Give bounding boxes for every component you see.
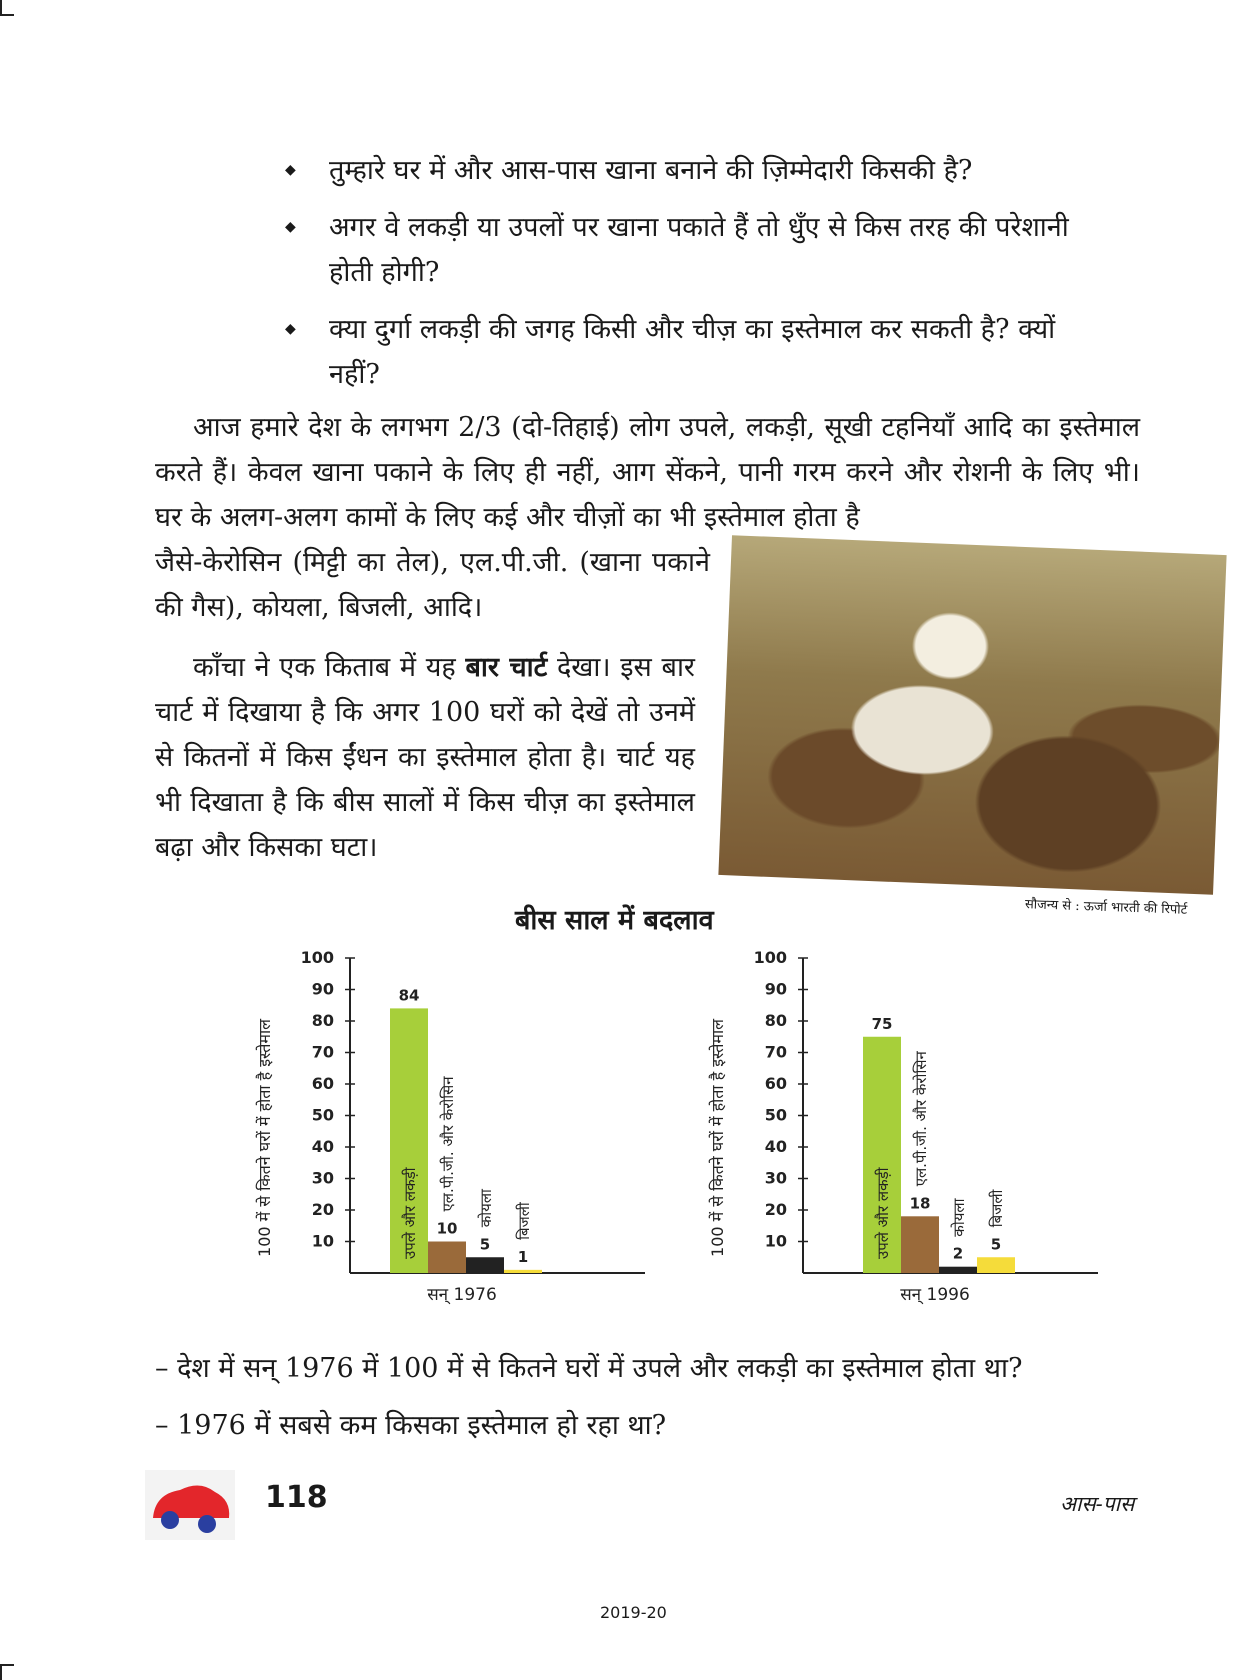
bar [977, 1257, 1015, 1273]
photo-credit: सौजन्य से : ऊर्जा भारती की रिपोर्ट [1024, 897, 1188, 918]
y-tick-label: 40 [764, 1137, 787, 1156]
y-tick-label: 40 [311, 1137, 334, 1156]
bar-category-label: उपले और लकड़ी [401, 1167, 419, 1259]
paragraph-intro-cont: जैसे-केरोसिन (मिट्टी का तेल), एल.पी.जी. (खाना पकाने की गैस), कोयला, बिजली, आदि। [155, 547, 710, 623]
bar-category-label: बिजली [515, 1202, 533, 1240]
crop-mark [0, 1664, 14, 1666]
y-tick-label: 20 [764, 1200, 787, 1219]
bar [466, 1257, 504, 1273]
bar-category-label: बिजली [988, 1189, 1006, 1228]
bullet-item: ◆ तुम्हारे घर में और आस-पास खाना बनाने की ज़िम्मेदारी किसकी है? [285, 148, 1145, 193]
photo-woman-dung-cakes [718, 535, 1226, 895]
crop-mark [0, 14, 14, 16]
bar-value-label: 75 [871, 1014, 893, 1033]
para2-start: काँचा ने एक किताब में यह [193, 652, 456, 683]
bar-value-label: 2 [952, 1244, 964, 1263]
y-tick-label: 70 [764, 1042, 787, 1062]
y-tick-label: 70 [311, 1042, 334, 1062]
book-title: आस-पास [1060, 1492, 1135, 1516]
bullet-item: ◆ क्या दुर्गा लकड़ी की जगह किसी और चीज़ का इस्तेमाल कर सकती है? क्यों नहीं? [285, 307, 1109, 397]
y-tick-label: 90 [764, 979, 787, 999]
y-tick-label: 10 [764, 1231, 787, 1251]
edition-year: 2019-20 [600, 1603, 667, 1622]
bar [428, 1242, 466, 1274]
bar-category-label: कोयला [950, 1198, 968, 1237]
x-axis-label: सन् 1976 [427, 1285, 497, 1305]
page-number: 118 [265, 1480, 328, 1515]
y-axis-label: 100 में से कितने घरों में होता है इस्तेमाल [708, 1019, 727, 1257]
y-tick-label: 10 [311, 1231, 334, 1251]
bar-category-label: एल.पी.जी. और केरोसिन [439, 1076, 457, 1212]
y-tick-label: 60 [311, 1074, 334, 1093]
bar-value-label: 1 [517, 1247, 529, 1266]
bar [504, 1270, 542, 1273]
bar-category-label: कोयला [477, 1189, 495, 1228]
questions [155, 1340, 1022, 1454]
y-tick-label: 50 [311, 1105, 334, 1125]
question-line: – 1976 में सबसे कम किसका इस्तेमाल हो रहा था? [155, 1410, 667, 1441]
y-tick-label: 30 [764, 1168, 787, 1188]
bar [939, 1267, 977, 1273]
bar [901, 1216, 939, 1273]
x-axis-label: सन् 1996 [900, 1285, 970, 1305]
para2-rest: देखा। इस बार चार्ट में दिखाया है कि अगर 100 घरों को देखें तो उनमें से कितनों में किस ईंधन का इस्तेमाल होता है। चार्ट यह भी दिखाता है कि बीस सालों में किस चीज़ का इस्तेमाल बढ़ा और किसका घटा। [155, 652, 695, 863]
bar-category-label: एल.पी.जी. और केरोसिन [912, 1051, 930, 1187]
bar-value-label: 5 [479, 1235, 491, 1254]
y-tick-label: 80 [311, 1011, 334, 1030]
question-line: – देश में सन् 1976 में 100 में से कितने घरों में उपले और लकड़ी का इस्तेमाल होता था? [155, 1353, 1023, 1384]
bullet-item: ◆ अगर वे लकड़ी या उपलों पर खाना पकाते हैं तो धुँए से किस तरह की परेशानी होती होगी? [285, 205, 1119, 295]
question-bullets [285, 148, 1145, 409]
paragraph-bar-chart [155, 645, 695, 870]
bar-chart-1996 [693, 948, 1113, 1328]
bar-value-label: 10 [436, 1219, 458, 1238]
bar-value-label: 84 [398, 986, 420, 1005]
chart-title: बीस साल में बदलाव [515, 905, 714, 936]
y-tick-label: 60 [764, 1074, 787, 1093]
paragraph-intro: आज हमारे देश के लगभग 2/3 (दो-तिहाई) लोग उपले, लकड़ी, सूखी टहनियाँ आदि का इस्तेमाल करते हैं। केवल खाना पकाने के लिए ही नहीं, आग सेंकने, पानी गरम करने और रोशनी के लिए भी। घर के अलग-अलग कामों के लिए कई और चीज़ों का भी इस्तेमाल होता है [155, 412, 1140, 533]
bar-category-label: उपले और लकड़ी [874, 1167, 892, 1259]
y-tick-label: 50 [764, 1105, 787, 1125]
crop-mark [0, 1664, 2, 1680]
para2-bold: बार चार्ट [465, 652, 548, 683]
y-axis-label: 100 में से कितने घरों में होता है इस्तेमाल [255, 1019, 274, 1257]
y-tick-label: 90 [311, 979, 334, 999]
bar-chart-1976 [240, 948, 660, 1328]
bar-value-label: 5 [990, 1235, 1002, 1254]
y-tick-label: 30 [311, 1168, 334, 1188]
y-tick-label: 80 [764, 1011, 787, 1030]
y-tick-label: 20 [311, 1200, 334, 1219]
bar-value-label: 18 [909, 1194, 931, 1213]
y-tick-label: 100 [753, 948, 787, 967]
y-tick-label: 100 [300, 948, 334, 967]
toy-car-icon [145, 1470, 235, 1540]
